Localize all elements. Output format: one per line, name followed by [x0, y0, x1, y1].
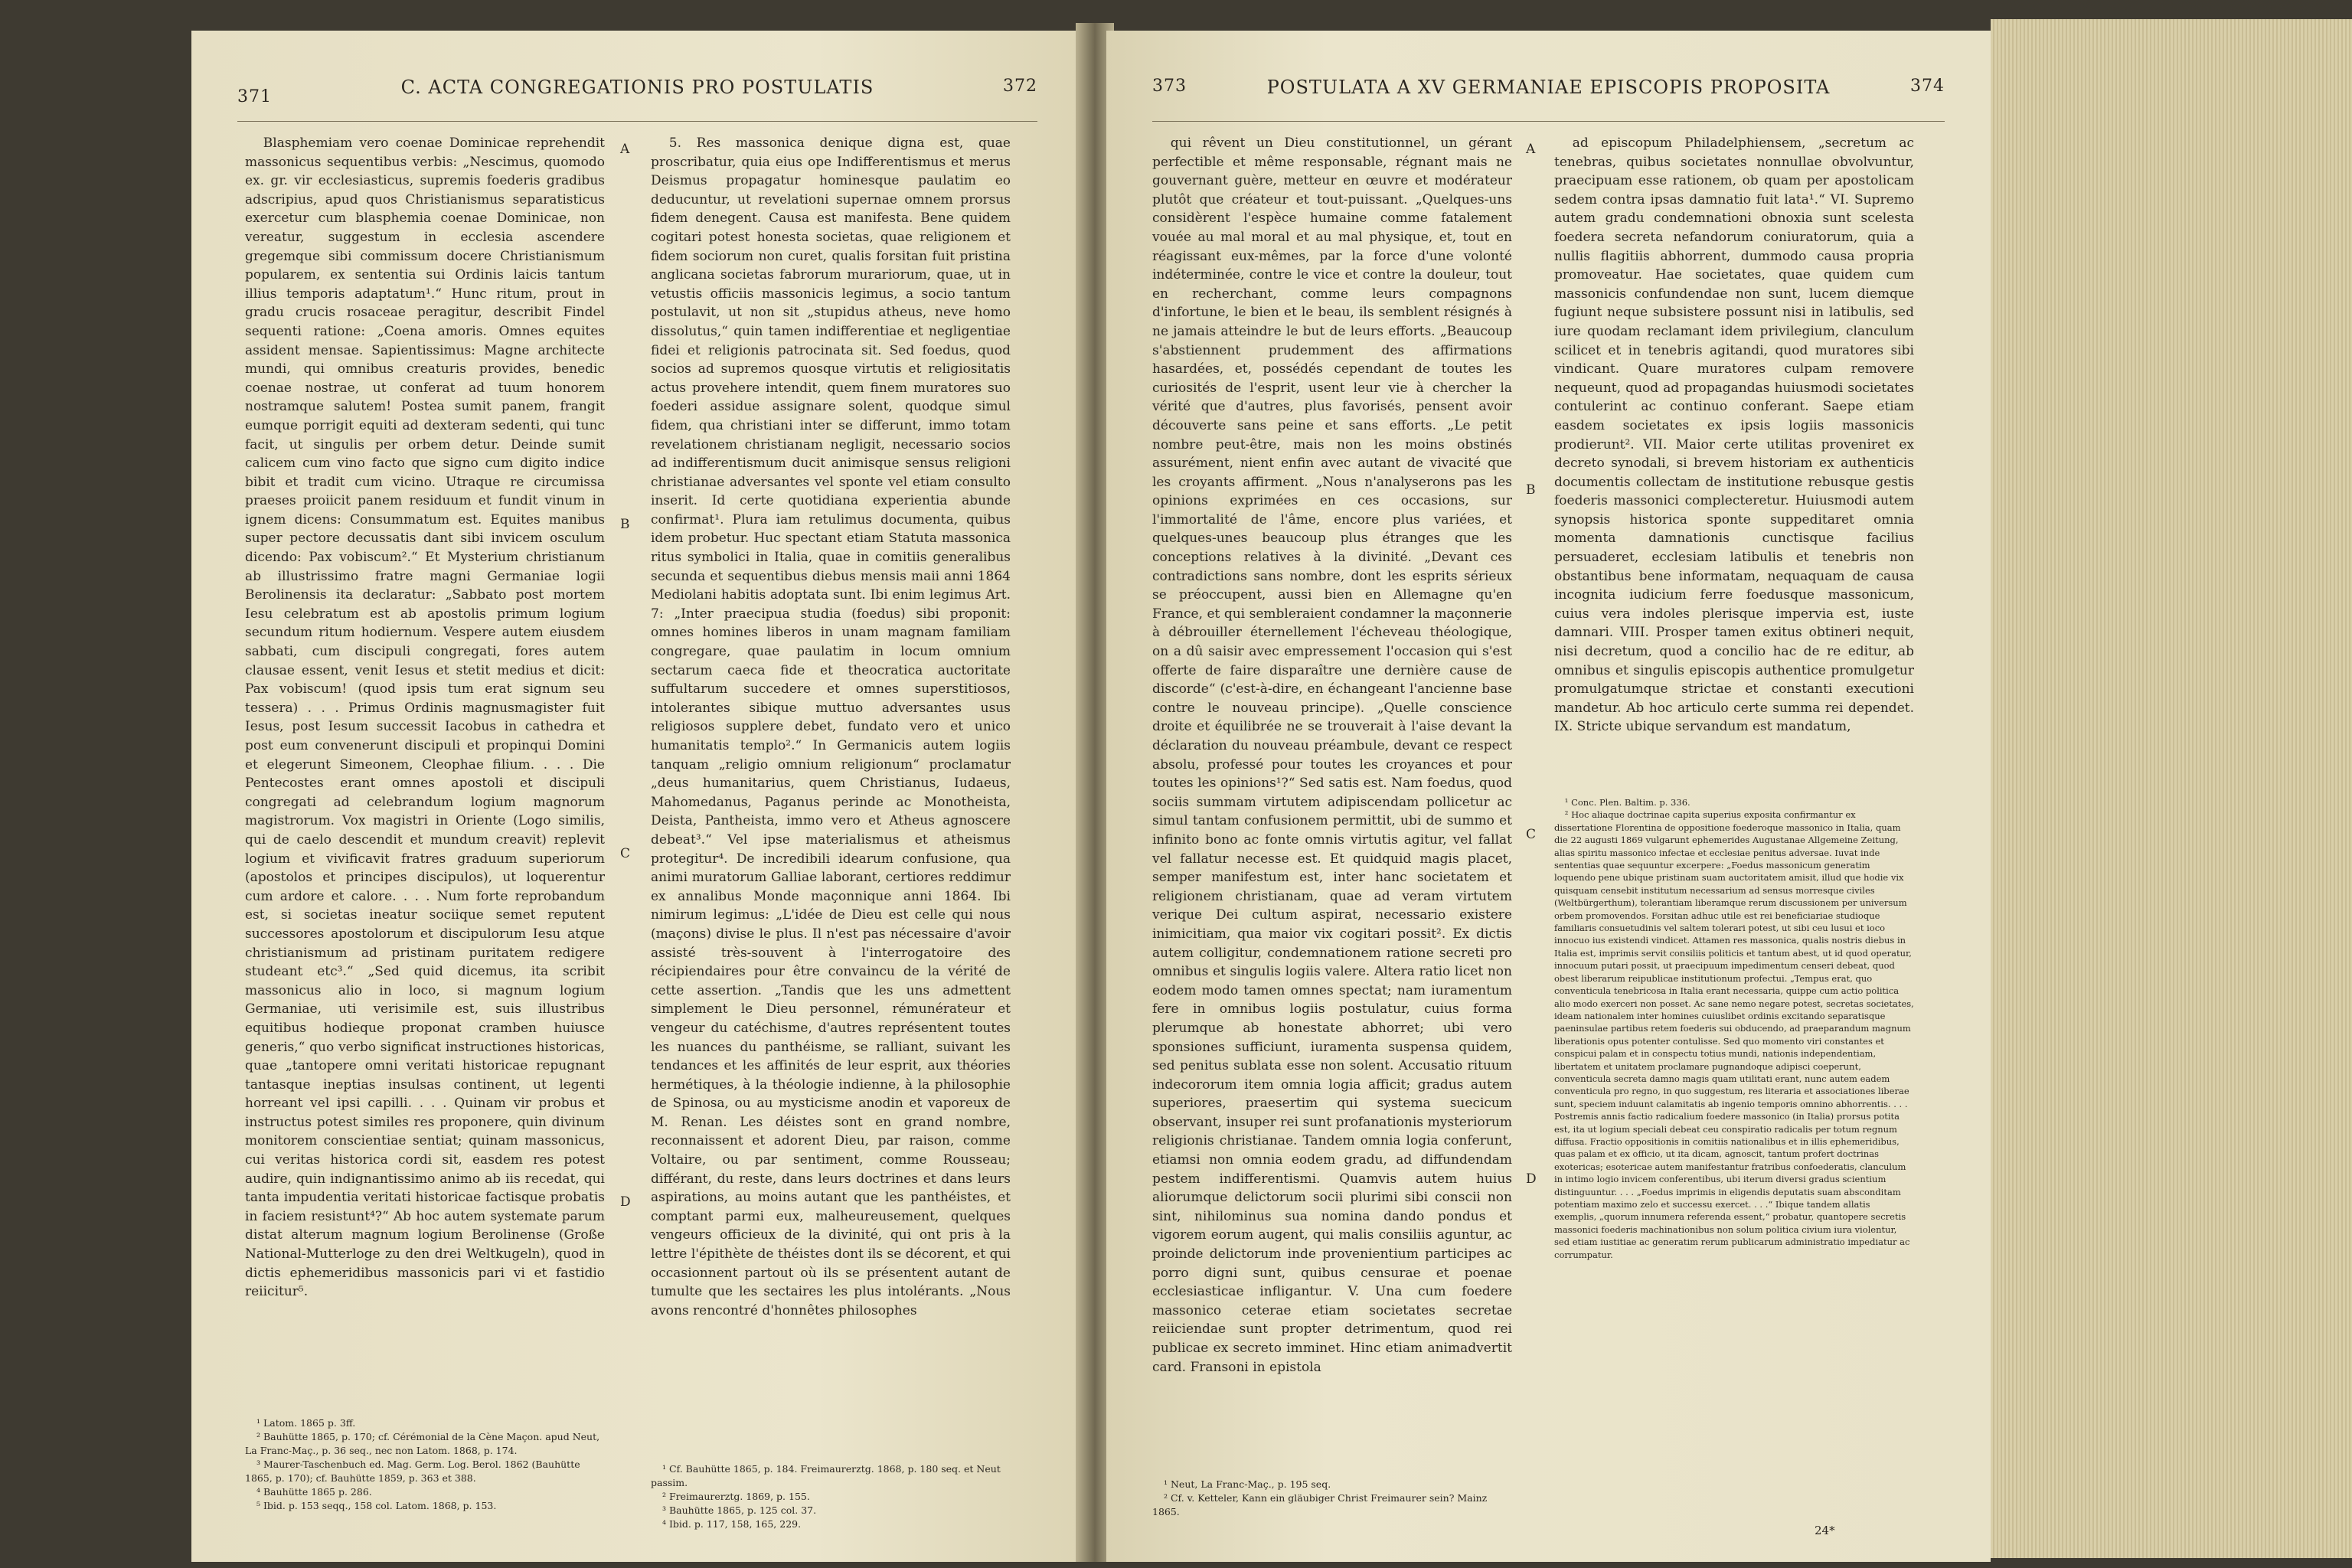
right-col2-text: ad episcopum Philadelphiensem, „secretum ac tenebras, quibus societates nonnullae obvolvuntur, praecipuam esse rationem, ob quam per apostolicam sedem contra ipsas damnatio fuit lata¹.“ VI. Supremo autem gradu condemnationi obnoxia sunt scelesta foedera secreta nefandorum coniuratorum, quia a nullis flagitiis abhorrent, dummodo causa propria promoveatur. Hae societates, quae quidem cum massonicis confundendae non sunt, lucem diemque fugiunt neque subsistere possunt nisi in latibulis, sed iure quodam reclamant idem privilegium, clanculum scilicet et in tenebris agitandi, quod muratores sibi vindicant. Quare muratores culpam removere nequeunt, quod ad propagandas huiusmodi societates contulerint ac continuo conferant. Saepe etiam easdem societates ex ipsis logiis massonicis prodierunt². VII. Maior certe utilitas proveniret ex decreto synodali, si brevem historiam ex authenticis documentis collectam de institutione rebusque gestis foederis massonici complecteretur. Huiusmodi autem synopsis historica sponte suppeditaret omnia momenta damnationis cunctisque facilius persuaderet, ecclesiam latibulis et tenebris non obstantibus bene informatam, nequaquam de causa incognita iudicium ferre foedusque massonicum, cuius vera indoles plerisque impervia est, iuste damnari. VIII. Prosper tamen exitus obtineri nequit, nisi decretum, quod a concilio hac de re editur, ab omnibus et singulis episcopis authentice promulgetur promulgatumque strictae et constanti executioni mandetur. Ab hoc articulo certe summa rei dependet. IX. Stricte ubique servandum est mandatum, [1554, 136, 1914, 735]
right-running-title: POSTULATA A XV GERMANIAE EPISCOPIS PROPOSITA [1266, 77, 1831, 98]
right-page [1106, 31, 1991, 1562]
right-column-1 [1152, 134, 1512, 1377]
margin-marker-c: C [1526, 827, 1537, 842]
header-rule [1152, 121, 1945, 122]
left-col2-text: 5. Res massonica denique digna est, quae proscribatur, quia eius ope Indifferentismus et merus Deismus propagatur hominesque paulatim eo deducuntur, ut revelationi supernae omnem prorsus fidem denegent. Causa est manifesta. Bene quidem cogitari potest honesta societas, quae religionem et fidem sociorum non curet, qualis forsitan fuit pristina anglicana societas fabrorum murariorum, quae, ut in vetustis officiis massonicis legimus, a socio tantum postulavit, ut non sit „stupidus atheus, neve homo dissolutus,“ quin tamen indifferentiae et negligentiae fidei et religionis patrocinata sit. Sed foedus, quod socios ad supremos quosque virtutis et religiositatis actus provehere intendit, quem finem muratores suo foederi assidue assignare solent, quodque simul fidem, qua christiani inter se differunt, immo totam revelationem christianam negligit, necessario socios ad indifferentismum ducit animisque sensus religioni christianae adversantes vel sponte vel etiam consulto inserit. Id certe quotidiana experientia abunde confirmat¹. Plura iam retulimus documenta, quibus idem probetur. Huc spectant etiam Statuta massonica ritus symbolici in Italia, quae in comitiis generalibus secunda et sequentibus diebus mensis maii anni 1864 Mediolani habitis adoptata sunt. Ibi enim legimus Art. 7: „Inter praecipua studia (foedus) sibi proponit: omnes homines liberos in unam magnam familiam congregare, quae paulatim in locum omnium sectarum caeca fide et theocratica auctoritate suffultarum succedere et omnes superstitiosos, intolerantes sibique muttuo adversantes usus religiosos supplere debet, fundato vero et unico humanitatis templo².“ In Germanicis autem logiis tanquam „religio omnium religionum“ proclamatur „deus humanitarius, quem Christianus, Iudaeus, Mahomedanus, Paganus perinde ac Monotheista, Deista, Pantheista, immo vero et Atheus agnoscere debeat³.“ Vel ipse materialismus et atheismus protegitur⁴. De incredibili idearum confusione, qua animi muratorum Galliae laborant, certiores reddimur ex annalibus Monde maçonnique anni 1864. Ibi nimirum legimus: „L'idée de Dieu est celle qui nous (maçons) divise le plus. Il n'est pas nécessaire d'avoir assisté très-souvent à l'interrogatoire des récipiendaires pour être convaincu de la vérité de cette assertion. „Tandis que les uns admettent simplement le Dieu personnel, rémunérateur et vengeur du catéchisme, d'autres représentent toutes les nuances du panthéisme, se ralliant, suivant les tendances et les affinités de leur esprit, aux théories hermétiques, à la théologie indienne, à la philosophie de Spinosa, ou au mysticisme anodin et vaporeux de M. Renan. Les déistes sont en grand nombre, reconnaissent et adorent Dieu, par raison, comme Voltaire, ou par sentiment, comme Rousseau; différant, du reste, dans leurs doctrines et dans leurs aspirations, au moins autant que les panthéistes, et comptant parmi eux, malheureusement, quelques vengeurs officieux de la divinité, qui ont pris à la lettre l'épithète de théistes dont ils se décorent, et qui occasionnent partout où ils se présentent autant de tumulte que les sectaires les plus intolérants. „Nous avons rencontré d'honnêtes philosophes [651, 136, 1011, 1318]
footnote: ² Cf. v. Ketteler, Kann ein gläubiger Christ Freimaurer sein? Mainz 1865. [1152, 1492, 1488, 1517]
left-page [191, 31, 1083, 1562]
header-rule [237, 121, 1037, 122]
left-footnotes-2 [651, 1462, 1011, 1531]
footnote: ³ Bauhütte 1865, p. 125 col. 37. [662, 1504, 817, 1516]
footnote: ² Freimaurerztg. 1869, p. 155. [662, 1491, 810, 1502]
signature-mark: 24* [1815, 1524, 1835, 1537]
page-number-371: 371 [237, 87, 272, 106]
footnote: ⁴ Bauhütte 1865 p. 286. [256, 1486, 372, 1498]
margin-marker-a: A [620, 142, 630, 157]
right-footnotes-2 [1554, 796, 1914, 1261]
page-number-374: 374 [1910, 77, 1945, 96]
page-edges [1991, 19, 2352, 1558]
right-column-2 [1554, 134, 1914, 737]
footnote: ⁵ Ibid. p. 153 seqq., 158 col. Latom. 1868, p. 153. [256, 1500, 497, 1511]
right-col1-text: qui rêvent un Dieu constitutionnel, un gérant perfectible et même responsable, régnant mais ne gouvernant guère, metteur en œuvre et modérateur plutôt que créateur et tout-puissant. „Quelques-uns considèrent l'espèce humaine comme fatalement vouée au mal moral et au mal physique, et, tout en réagissant eux-mêmes, par la force d'une volonté indéterminée, contre le vice et contre la douleur, tout en recherchant, comme leurs compagnons d'infortune, le bien et le beau, ils semblent résignés à ne jamais atteindre le but de leurs efforts. „Beaucoup s'abstiennent prudemment des affirmations hasardées, et, possédés cependant de toutes les curiosités de l'esprit, usent leur vie à chercher la vérité que d'autres, plus favorisés, pensent avoir découverte sans peine et sans efforts. „Le petit nombre peut-être, mais non les moins obstinés assurément, nient enfin avec autant de vivacité que les croyants affirment. „Nous n'analyserons pas les opinions exprimées en ces occasions, sur l'immortalité de l'âme, encore plus variées, et quelques-unes beaucoup plus étranges que les conceptions relatives à la divinité. „Devant ces contradictions sans nombre, dont les esprits sérieux se préoccupent, aussi bien en Allemagne qu'en France, et qui sembleraient condamner la maçonnerie à débrouiller éternellement l'écheveau théologique, on a dû saisir avec empressement l'occasion qui s'est offerte de faire disparaître une dernière cause de discorde“ (c'est-à-dire, en échangeant l'ancienne base contre le nouveau principe). „Quelle conscience droite et équilibrée ne se trouverait à l'aise devant la déclaration du nouveau préambule, devant ce respect absolu, professé pour toutes les croyances et pour toutes les opinions¹?“ Sed satis est. Nam foedus, quod sociis summam virtutem adipiscendam pollicetur ac simul tantam confusionem permittit, ubi de summo et infinito bono ac fonte omnis virtutis agitur, vel fallat vel fallatur necesse est. Et quidquid magis placet, semper manifestum est, inter hanc societatem et religionem christianam, quae ad veram virtutem verique Dei cultum aspirat, necessario existere inimicitiam, qua maior vix cogitari possit². Ex dictis autem colligitur, condemnationem ratione secreti pro omnibus et singulis logiis valere. Altera ratio licet non eodem modo tamen omnes spectat; nam iuramentum fere in omnibus logiis postulatur, cuius forma plerumque ab honestate abhorret; ubi vero sponsiones sufficiunt, iuramenta suspensa quidem, sed penitus sublata esse non solent. Accusatio rituum indecororum item omnia logia afficit; gradus autem superiores, praesertim qui systema suecicum observant, insuper rei sunt profanationis mysteriorum religionis christianae. Tandem omnia logia conferunt, etiamsi non omnia eodem gradu, ad diffundendam pestem indifferentismi. Quamvis autem huius aliorumque delictorum socii plurimi sibi conscii non sint, nihilominus sua nomina dando pondus et vigorem eorum augent, qui malis consiliis aguntur, ac proinde delictorum inde provenientium participes ac porro digni sunt, quibus censurae et poenae ecclesiasticae infligantur. V. Una cum foedere massonico ceterae etiam societates secretae reiiciendae sunt propter detrimentum, quod rei publicae ex secreto imminet. Hinc etiam animadvertit card. Fransoni in epistola [1152, 136, 1512, 1375]
footnote: ³ Maurer-Taschenbuch ed. Mag. Germ. Log. Berol. 1862 (Bauhütte 1865, p. 170); cf. Bauhütte 1859, p. 363 et 388. [245, 1459, 580, 1484]
footnote: ² Hoc aliaque doctrinae capita superius exposita confirmantur ex dissertatione Florentina de oppositione foederoque massonico in Italia, quam die 22 augusti 1869 vulgarunt ephemerides Augustanae Allgemeine Zeitung, alias spiritu massonico infectae et ecclesiae penitus adversae. Iuvat inde sententias quae sequuntur excerpere: „Foedus massonicum generatim loquendo pene ubique pristinam suam auctoritatem amisit, illud que hodie vix quisquam censebit institutum necessarium ad sensus morresque civiles (Weltbürgerthum), tolerantiam liberamque rerum discussionem per universum orbem promovendos. Forsitan adhuc utile est rei beneficiariae studioque familiaris consuetudinis vel saltem tolerari potest, ut sibi ceu lusui et ioco innocuo ius existendi vindicet. Attamen res massonica, qualis nostris diebus in Italia est, imprimis servit consiliis politicis et tantum abest, ut id quod operatur, innocuum putari possit, ut praecipuum impedimentum censeri debeat, quod obest liberarum reipublicae institutionum profectui. „Tempus erat, quo conventicula tenebricosa in Italia erant necessaria, quippe cum actio politica alio modo exerceri non posset. Ac sane nemo negare potest, secretas societates, ideam nationalem inter homines cuiuslibet ordinis excitando separatisque paeninsulae partibus retem foederis sui obducendo, ad praeparandum magnum liberationis opus potenter contulisse. Sed quo momento viri constantes et conspicui palam et in conspectu totius mundi, nationis independentiam, libertatem et unitatem proclamare pugnandoque adipisci coeperunt, conventicula secreta damno magis quam utilitati erant, nunc autem eadem conventicula pro regno, in quo suggestum, res literaria et associationes liberae sunt, speciem induunt calamitatis ab ingenio temporis omnino abhorrentis. . . . Postremis annis factio radicalium foedere massonico (in Italia) prorsus potita est, ita ut logium speciali debeat ceu conspiratio radicalis per totum regnum diffusa. Fractio oppositionis in comitiis nationalibus et in illis ephemeridibus, quas palam et ex officio, ut ita dicam, agnoscit, tantum profert doctrinas exotericas; esotericae autem manifestantur fratribus confoederatis, clanculum in intimo logio invicem conferentibus, ubi iterum diversi gradus scientium distinguuntur. . . . „Foedus imprimis in eligendis deputatis suam absconditam potentiam maximo zelo et successu exercet. . . .“ Ibique tandem allatis exemplis, „quorum innumera referenda essent,“ probatur, quantopere secretis massonici foederis machinationibus non solum politica civium iura violentur, sed etiam iustitiae ac generatim rerum publicarum administratio impediatur ac corrumpatur. [1554, 809, 1914, 1260]
margin-marker-b: B [620, 517, 630, 532]
left-column-1 [245, 134, 605, 1302]
left-running-title: C. ACTA CONGREGATIONIS PRO POSTULATIS [400, 77, 874, 98]
footnote: ² Bauhütte 1865, p. 170; cf. Cérémonial de la Cène Maçon. apud Neut, La Franc-Maç., p. 36 seq., nec non Latom. 1868, p. 174. [245, 1431, 600, 1456]
footnote: ⁴ Ibid. p. 117, 158, 165, 229. [662, 1518, 802, 1530]
margin-marker-a: A [1526, 142, 1536, 157]
footnote: ¹ Latom. 1865 p. 3ff. [256, 1417, 356, 1429]
left-footnotes-1 [245, 1416, 605, 1513]
page-number-372: 372 [1003, 77, 1037, 96]
page-number-373: 373 [1152, 77, 1187, 96]
margin-marker-c: C [620, 846, 631, 861]
left-column-2 [651, 134, 1011, 1320]
margin-marker-d: D [1526, 1171, 1537, 1187]
margin-marker-b: B [1526, 482, 1536, 498]
footnote: ¹ Conc. Plen. Baltim. p. 336. [1564, 797, 1690, 808]
right-page-header [1152, 77, 1945, 115]
footnote: ¹ Neut, La Franc-Maç., p. 195 seq. [1164, 1478, 1331, 1490]
footnote: ¹ Cf. Bauhütte 1865, p. 184. Freimaurerztg. 1868, p. 180 seq. et Neut passim. [651, 1463, 1001, 1488]
right-footnotes-1 [1152, 1478, 1512, 1519]
left-page-header [237, 77, 1037, 115]
left-col1-text: Blasphemiam vero coenae Dominicae reprehendit massonicus sequentibus verbis: „Nescimus, quomodo ex. gr. vir ecclesiasticus, supremis foederis gradibus adscripius, apud quos Christianismus separatisticus exercetur cum blasphemia coenae Dominicae, non vereatur, suggestum in ecclesia ascendere gregemque sibi commissum docere Christianismum popularem, ex sententia sui Ordinis laicis tantum illius temporis adaptatum¹.“ Hunc ritum, prout in gradu crucis rosaceae peragitur, describit Findel sequenti ratione: „Coena amoris. Omnes equites assident mensae. Sapientissimus: Magne architecte mundi, qui omnibus creaturis provides, benedic coenae nostrae, ut conferat ad tuum honorem nostramque salutem! Postea sumit panem, frangit eumque porrigit equiti ad dexteram sedenti, qui tunc facit, ut singulis per orbem detur. Deinde sumit calicem cum vino facto que signo cum digito indice bibit et tradit cum vicino. Utraque re circumissa praeses proiicit panem residuum et fundit vinum in ignem dicens: Consummatum est. Equites manibus super pectore decussatis dant sibi invicem osculum dicendo: Pax vobiscum².“ Et Mysterium christianum ab illustrissimo fratre magni Germaniae logii Berolinensis ita declaratur: „Sabbato post mortem Iesu celebratum est ab apostolis primum logium secundum ritum hodiernum. Vespere autem eiusdem sabbati, cum discipuli congregati, fores autem clausae essent, venit Iesus et stetit medius et dicit: Pax vobiscum! (quod ipsis tum erat signum seu tessera) . . . Primus Ordinis magnusmagister fuit Iesus, post Iesum successit Iacobus in cathedra et post eum convenerunt discipuli et propinqui Domini et elegerunt Simeonem, Cleophae filium. . . . Die Pentecostes erant omnes apostoli et discipuli congregati ad celebrandum logium magnorum magistrorum. Vox magistri in Oriente (Logo similis, qui de caelo descendit et mundum creavit) replevit logium et vivificavit fratres graduum superiorum (apostolos et principes discipulos), ut loquerentur cum ardore et calore. . . . Num forte reprobandum est, si societas ineatur sociique semet reputent successores apostolorum et discipulorum Iesu atque christianismum ad pristinam puritatem redigere studeant etc³.“ „Sed quid dicemus, ita scribit massonicus alio in loco, si magnum logium Germaniae, uti verisimile est, suis illustribus equitibus hodieque proponat cramben huiusce generis,“ quo verbo significat instructiones historicas, quae „tantopere omni veritati historicae repugnant tantasque ineptias insulsas continent, ut legenti horreant vel ipsi capilli. . . . Quinam vir probus et instructus potest similes res proponere, quin divinum monitorem conscientiae sentiat; quinam massonicus, cui veritas historica cordi sit, easdem res potest audire, quin indignantissimo animo ab iis recedat, qui tanta impudentia veritati historicae factisque probatis in faciem resistunt⁴?“ Ab hoc autem systemate parum distat alterum magnum logium Berolinense (Große National-Mutterloge zu den drei Weltkugeln), quod in dictis ephemeridibus massonicis pari vi et fastidio reiicitur⁵. [245, 136, 605, 1300]
margin-marker-d: D [620, 1194, 631, 1210]
